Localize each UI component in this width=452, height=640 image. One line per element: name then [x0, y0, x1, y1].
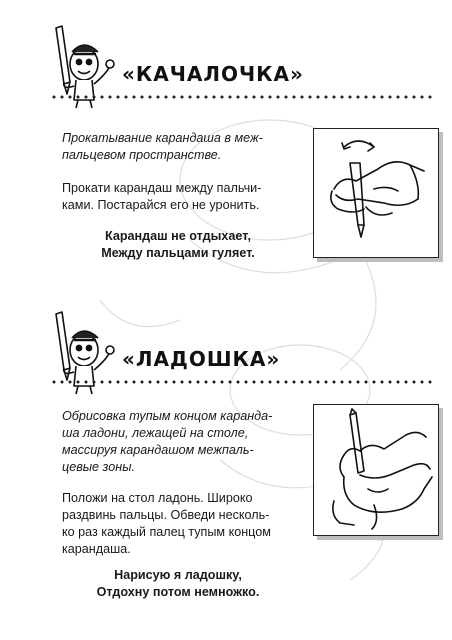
description-line: Прокатывание карандаша в меж- [62, 131, 263, 145]
dotted-divider [50, 380, 435, 384]
section-title-ladoshka: «ЛАДОШКА» [122, 347, 281, 371]
hand-rolling-pencil-icon [314, 129, 438, 257]
illustration-frame [313, 404, 439, 536]
illustration-frame [313, 128, 439, 258]
description-line: пальцевом пространстве. [62, 148, 222, 162]
instruction-line: раздвинь пальцы. Обведи несколь- [62, 508, 270, 522]
exercise-instruction [62, 180, 294, 214]
description-line: массируя карандашом межпаль- [62, 443, 254, 457]
instruction-line: ко раз каждый палец тупым концом [62, 525, 271, 539]
instruction-line: ками. Постарайся его не уронить. [62, 198, 260, 212]
pencil-mascot-icon [50, 308, 116, 398]
dotted-divider [50, 95, 435, 99]
instruction-line: Положи на стол ладонь. Широко [62, 491, 253, 505]
pencil-tracing-palm-icon [314, 405, 438, 535]
instruction-line: карандаша. [62, 542, 131, 556]
exercise-instruction [62, 490, 294, 558]
exercise-description [62, 130, 294, 164]
verse-line: Нарисую я ладошку, [114, 568, 242, 582]
verse-line: Между пальцами гуляет. [101, 246, 255, 260]
instruction-line: Прокати карандаш между пальчи- [62, 181, 262, 195]
exercise-verse [62, 567, 294, 601]
exercise-description [62, 408, 294, 476]
verse-line: Карандаш не отдыхает, [105, 229, 251, 243]
description-line: Обрисовка тупым концом каранда- [62, 409, 273, 423]
description-line: ша ладони, лежащей на столе, [62, 426, 249, 440]
section-title-kachalochka: «КАЧАЛОЧКА» [122, 62, 304, 86]
verse-line: Отдохну потом немножко. [96, 585, 260, 599]
exercise-verse [62, 228, 294, 262]
description-line: цевые зоны. [62, 460, 135, 474]
